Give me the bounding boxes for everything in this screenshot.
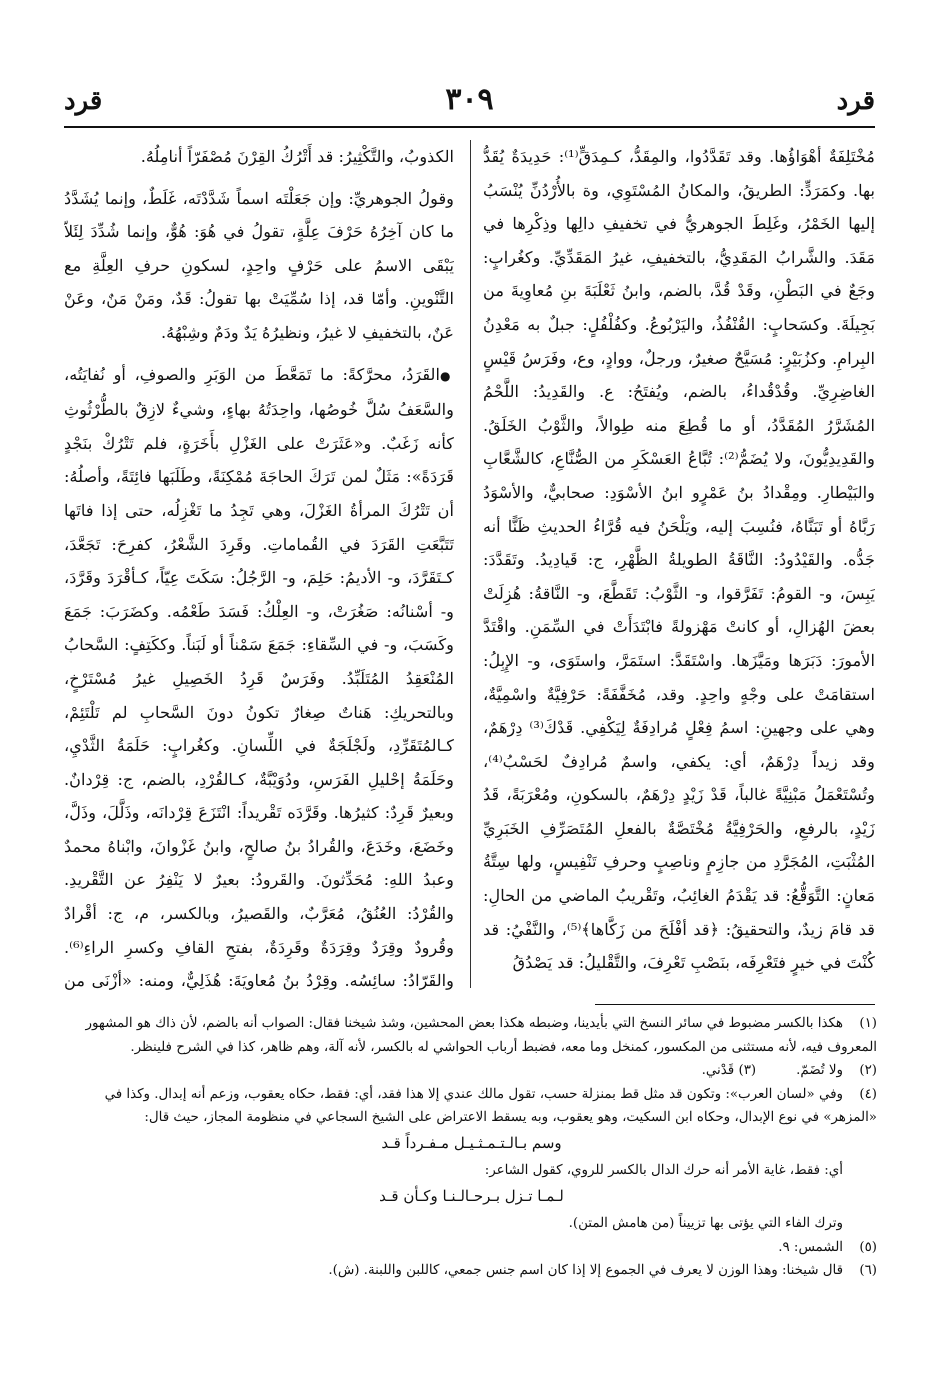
- footnote-1: [66, 1012, 877, 1059]
- footnote-6: [66, 1259, 877, 1283]
- footnote-text: ولا تُضَمّ.: [796, 1063, 843, 1078]
- footnote-continuation: وترك الفاء التي يؤتى بها تزييناً (من هامش المتن).: [568, 1216, 843, 1231]
- footnote-text: قَدْني.: [701, 1063, 735, 1078]
- footnote-number: (٣): [738, 1063, 757, 1078]
- column-divider: [470, 140, 471, 988]
- footnote-text: الشمس: ٩.: [778, 1239, 843, 1255]
- left-column-paragraph-2: وقولُ الجوهريِّ: وإن جَعَلْتَه اسماً شَدَّدْتَه، غَلَطٌ، وإنما يُشَدَّدُ ما كان آخِرُهُ حَرْفَ عِلَّةٍ، تقولُ في هُوَ: هُوٌّ، وإنما شُدِّدَ لِئَلاّ يَبْقَى الاسمُ على حَرْفٍ واحِدٍ، لسكونِ حرفِ العِلَّةِ مع التَّنْوينِ. وأمّا قد، إذا سُمِّيَتْ بها تقولُ: قَدٌ، ومَنْ مَنٌ، وعَنْ عَنٌ، بالتخفيفِ لا غيرُ، ونظيرُهُ يَدٌ ودَمٌ وشِبْهُهُ.: [64, 188, 454, 342]
- left-column-paragraph-1: الكذوبُ، والتَّكْثِيرُ: قد أَتْرُكُ القِرْنَ مُصْفَرّاً أنامِلُهُ.: [140, 147, 454, 166]
- footnote-number: (٢): [859, 1063, 877, 1078]
- footnotes: [66, 1012, 877, 1283]
- footnote-number: (٦): [859, 1263, 877, 1278]
- footnote-text: قال شيخنا: وهذا الوزن لا يعرف في الجموع إلا إذا كان اسم جنس جمعي، كاللبن واللبنة. (ش).: [328, 1263, 843, 1278]
- entry-qird-text: القَرَدُ، محرَّكةً: ما تَمَعَّطَ من الوَبَرِ والصوفِ، أو نُفايَتُه، والسَّعَفُ سُلَّ خُوصُها، واحِدَتُهُ بهاءٍ، وشيءٌ لازِقٌ بالطُّرْثُوثِ كأنه زَغَبٌ. و«عَثَرَتْ على الغَزْلِ بأَخَرَةٍ، فلم تَتْرُكْ بنَجْدٍ قَرَدَةً»: مَثَلٌ لمن تَرَكَ الحاجَةَ مُمْكِنَةً، وطَلَبَها فائِتَةً، وأصلُهُ: أن تَتْرُكَ المرأةُ الغَزْلَ، وهي تَجِدُ ما تَغْزِلُه، حتى إذا فاتَها تَتَبَّعَتِ القَرَدَ في القُماماتِ. وقَرِدَ الشَّعْرُ، كفرِحَ: تَجَعَّدَ، كـتَقَرَّدَ، و- الأديمُ: حَلِمَ، و- الرَّجُلُ: سَكَتَ عِيّاً، كـأقْرَدَ وقَرَّدَ، و- أسْنانُه: صَغُرَتْ، و- العِلْكُ: فَسَدَ طَعْمُه. وكضَرَبَ: جَمَعَ وكَسَبَ، و- في السِّقاءِ: جَمَعَ سَمْناً أو لَبَناً. وككَتِفٍ: السَّحابُ المُنْعَقِدُ المُتَلَبِّدُ. وفَرَسٌ قَرِدُ الخَصِيلِ غيرُ مُسْتَرْخٍ، وبالتحريكِ: هَناتٌ صِغارٌ تكونُ دونَ السَّحابِ لم تَلْتَئِمْ، كـالمُتَقَرِّدِ، ولَجْلَجَةٌ في اللِّسانِ. وكغُرابٍ: حَلَمَةُ الثَّدْيِ، وحَلَمَةُ إحْليلِ الفَرَسِ، ودُوَيْبَّةٌ، كـالقُرْدِ، بالضم، ج: قِرْدانٌ. وبعيرٌ قَرِدٌ: كثيرُها. وقَرَّدَه تَقْريداً: انْتَزَعَ قِرْدانَه، وذَلَّلَ، وذَلَّ، وخَضَعَ، وخَدَعَ، والقُرادُ بنُ صالحٍ، وابنُ غَزْوانَ، وابْناهُ محمدٌ وعبدُ اللهِ: مُحَدِّثونَ. والقَرودُ: بعيرٌ لا يَنْفِرُ عن التَّقْريدِ. والقُرْدُ: العُنُقُ، مُعَرَّبٌ، والقَصيرُ، وبالكسر، م، ج: أقْرادٌ وقُرودٌ وقِرَدٌ وقِرَدَةٌ وقَرِدَةٌ، بفتحِ القافِ وكسرِ الراءِ⁽⁶⁾. والقَرّادُ: سائِسُه. وقِرْدُ بنُ مُعاوِيَةَ: هُذَلِيٌّ، ومنه: «أزْنَى من: [64, 364, 454, 990]
- footnote-rule: [595, 1004, 875, 1005]
- left-column: [64, 140, 454, 990]
- right-column: [483, 140, 875, 990]
- footnote-verse-2: لـمـا تـزل بـرحـالـنـا وكـأن قـد: [379, 1186, 564, 1205]
- footnote-continuation: أي: فقط، غاية الأمر أنه حرك الدال بالكسر للروي، كقول الشاعر:: [484, 1163, 843, 1178]
- page-header: [64, 82, 875, 118]
- footnote-number: (١): [859, 1016, 877, 1031]
- footnote-5: [66, 1236, 877, 1260]
- footnote-number: (٤): [859, 1086, 877, 1102]
- footnote-text: هكذا بالكسر مضبوط في سائر النسخ التي بأيدينا، وضبطه هكذا بعض المحشين، وشذ شيخنا فقال: الصواب أنه بالضم، لأن ذاك هو المشهور المعروف فيه، لأنه مستثنى من المكسور، كمنخل وما معه، فضبط أرباب الحواشي له بالكسر، لأنه آلة، وهم ظاهر، كذا في الشرح فلينظر.: [85, 1016, 877, 1055]
- right-column-text: مُخْتَلِفَةٌ أهْوَاؤُها. وقد تَقَدَّدُوا، والمِقَدُّ، كـمِدَقٍّ⁽¹⁾: حَدِيدَةٌ يُقَدُّ بها. وكمَرَدٍّ: الطريقُ، والمكانُ المُسْتَوِي، وة بالأُرْدُنِّ يُنْسَبُ إليها الخَمْرُ، وغَلِطَ الجوهريُّ في تخفيفِ دالِها وذِكْرِها في مَقَدَ. والشَّرابُ المَقَدِيُّ، بالتخفيفِ، غيرُ المَقَدِّيِّ. وكغُرابٍ: وجَعٌ في البَطْنِ، وقَدْ قُدَّ، بالضم، وابنُ ثَعْلَبَةَ بنِ مُعاوِيةَ من بَجِيلَةَ. وكسَحابٍ: القُنْفُذُ، واليَرْبُوعُ. وكفُلْفُلٍ: جبلٌ به مَعْدِنُ البِرامِ. وكزُبَيْرٍ: مُسَيَّحٌ صغيرٌ، ورجلٌ، ووادٍ، وع، وفَرَسُ قَيْسٍ الغاضِرِيِّ. وقُدْقُداءُ، بالضم، ويُفتَحُ: ع. والقَدِيدُ: اللَّحْمُ المُشَرَّرُ المُقَدَّدُ، أو ما قُطِعَ منه طِوالاً، والثَّوْبُ الخَلَقُ. والقَدِيدِيُّونَ، ولا يُضَمُّ⁽²⁾: تُبَّاعُ العَسْكَرِ من الصُّنَّاعِ، كالشَّعَّابِ والبَيْطارِ. ومِقْدادُ بنُ عَمْرٍو ابنُ الأسْوَدِ: صحابيٌّ، والأسْوَدُ رَبَّاهُ أو تَبَنَّاهُ، فنُسِبَ إليه، ويَلْحَنُ فيه قُرَّاءُ الحديثِ ظَنًّا أنه جَدُّه. والقَيْدُودُ: النَّاقَةُ الطويلةُ الظَّهْرِ، ج: قَيادِيدُ. وتَقَدَّدَ: يَبِسَ، و- القومُ: تَفَرَّقوا، و- الثَّوْبُ: تَقَطَّعَ، و- النَّاقةُ: هُزِلَتْ بعضَ الهُزالِ، أو كانتْ مَهْزولةً فابْتَدَأَتْ في السِّمَنِ. واقْتَدَّ الأمورَ: دَبَرَها ومَيَّزَها. واسْتَقَدَّ: استَمَرَّ، واستَوَى، و- الإِبِلُ: استقامَتْ على وجْهٍ واحِدٍ. وقد، مُخَفَّفَةً: حَرْفِيَّةٌ واسْمِيَّةٌ، وهي على وجهينِ: اسمُ فِعْلٍ مُرادِفَةٌ لِيَكْفِي. قَدْكَ⁽³⁾ دِرْهَمٌ، وقد زيداً دِرْهَمٌ، أي: يكفي، واسمٌ مُرادِفٌ لحَسْبُ⁽⁴⁾، وتُسْتَعْمَلُ مَبْنِيَّةً غالباً، قَدْ زَيْدٍ دِرْهَمٌ، بالسكونِ، ومُعْرَبَةً، قَدُ زَيْدٍ، بالرفعِ، والحَرْفِيَّةُ مُخْتَصَّةٌ بالفعلِ المُتَصَرِّفِ الخَبَرِيِّ المُثْبَتِ، المُجَرَّدِ من جازِمٍ وناصِبٍ وحرفِ تَنْفِيسٍ، ولها سِتَّةُ مَعانٍ: التَّوَقُّعُ: قد يَقْدَمُ الغائِبُ، وتَقْريبُ الماضي من الحالِ: قد قامَ زيدٌ، والتحقيقُ: ﴿قد أفْلَحَ من زَكَّاها﴾⁽⁵⁾، والنَّفْيُ: قد كُنْتَ في خيرٍ فتَعْرِفَه، بنَصْبِ تَعْرِفَ، والتَّقْليلُ: قد يَصْدُقُ: [483, 147, 875, 973]
- left-column-paragraph-3: [64, 358, 454, 990]
- footnote-2-3: [66, 1059, 877, 1083]
- footnote-4: [66, 1083, 877, 1130]
- footnote-verse-1: وسم بـالـتـمـثـيـل مـفـرداً قـد: [381, 1133, 562, 1152]
- page-number: ٣٠٩: [445, 82, 494, 117]
- footnote-number: (٥): [859, 1239, 877, 1255]
- footnote-text: وفي «لسان العرب»: وتكون قد مثل قط بمنزلة حسب، تقول مالك عندي إلا هذا فقد، أي: فقط، حكاه يعقوب، وزعم أنه إبدال. وكذا في «المزهر» في نوع الإبدال، وحكاه ابن السكيت، وهو يعقوب، وبه يسقط الاعتراض على الشيخ السجاعي في منظومة المجاز، حيث قال:: [104, 1086, 877, 1125]
- header-left-entry-word: قرد: [64, 86, 103, 116]
- entry-marker: ●: [439, 368, 454, 383]
- header-rule: [64, 126, 875, 128]
- header-right-entry-word: قرد: [836, 86, 875, 116]
